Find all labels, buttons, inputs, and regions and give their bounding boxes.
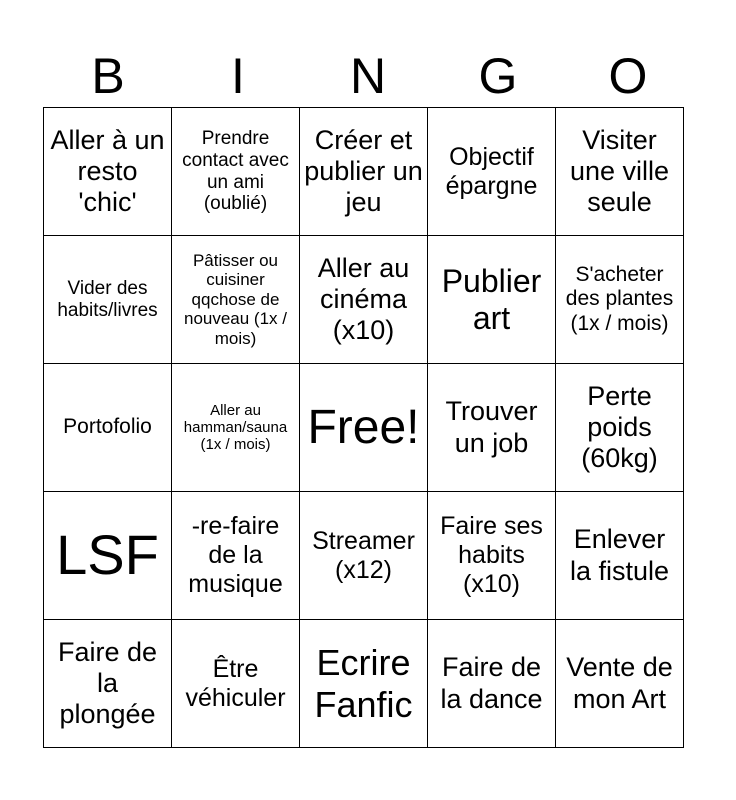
bingo-row — [44, 364, 684, 492]
bingo-cell[interactable]: Aller au cinéma (x10) — [300, 236, 428, 364]
bingo-grid — [43, 107, 684, 748]
bingo-header — [43, 44, 693, 108]
bingo-cell[interactable]: Enlever la fistule — [556, 492, 684, 620]
bingo-row — [44, 236, 684, 364]
bingo-cell[interactable]: Ecrire Fanfic — [300, 620, 428, 748]
bingo-row — [44, 108, 684, 236]
bingo-cell[interactable]: S'acheter des plantes (1x / mois) — [556, 236, 684, 364]
bingo-cell[interactable]: Publier art — [428, 236, 556, 364]
bingo-cell[interactable]: Aller au hamman/sauna (1x / mois) — [172, 364, 300, 492]
bingo-cell[interactable]: -re-faire de la musique — [172, 492, 300, 620]
header-letter-n: N — [349, 48, 387, 104]
bingo-cell[interactable]: Être véhiculer — [172, 620, 300, 748]
bingo-cell[interactable]: Pâtisser ou cuisiner qqchose de nouveau (1x / mois) — [172, 236, 300, 364]
bingo-cell[interactable]: Créer et publier un jeu — [300, 108, 428, 236]
bingo-cell[interactable]: Aller à un resto 'chic' — [44, 108, 172, 236]
bingo-row — [44, 492, 684, 620]
header-letter-o: O — [608, 48, 648, 104]
bingo-row — [44, 620, 684, 748]
bingo-cell[interactable]: Vente de mon Art — [556, 620, 684, 748]
bingo-cell[interactable]: Trouver un job — [428, 364, 556, 492]
header-letter-b: B — [91, 48, 125, 104]
bingo-cell[interactable]: Prendre contact avec un ami (oublié) — [172, 108, 300, 236]
bingo-cell[interactable]: Objectif épargne — [428, 108, 556, 236]
header-letter-i: I — [231, 48, 245, 104]
bingo-cell[interactable]: Visiter une ville seule — [556, 108, 684, 236]
free-space-cell[interactable]: Free! — [300, 364, 428, 492]
bingo-cell[interactable]: Streamer (x12) — [300, 492, 428, 620]
bingo-cell[interactable]: Portofolio — [44, 364, 172, 492]
bingo-cell[interactable]: Perte poids (60kg) — [556, 364, 684, 492]
bingo-cell[interactable]: Faire de la dance — [428, 620, 556, 748]
bingo-cell[interactable]: LSF — [44, 492, 172, 620]
bingo-cell[interactable]: Faire ses habits (x10) — [428, 492, 556, 620]
bingo-cell[interactable]: Faire de la plongée — [44, 620, 172, 748]
header-letter-g: G — [478, 48, 518, 104]
bingo-cell[interactable]: Vider des habits/livres — [44, 236, 172, 364]
